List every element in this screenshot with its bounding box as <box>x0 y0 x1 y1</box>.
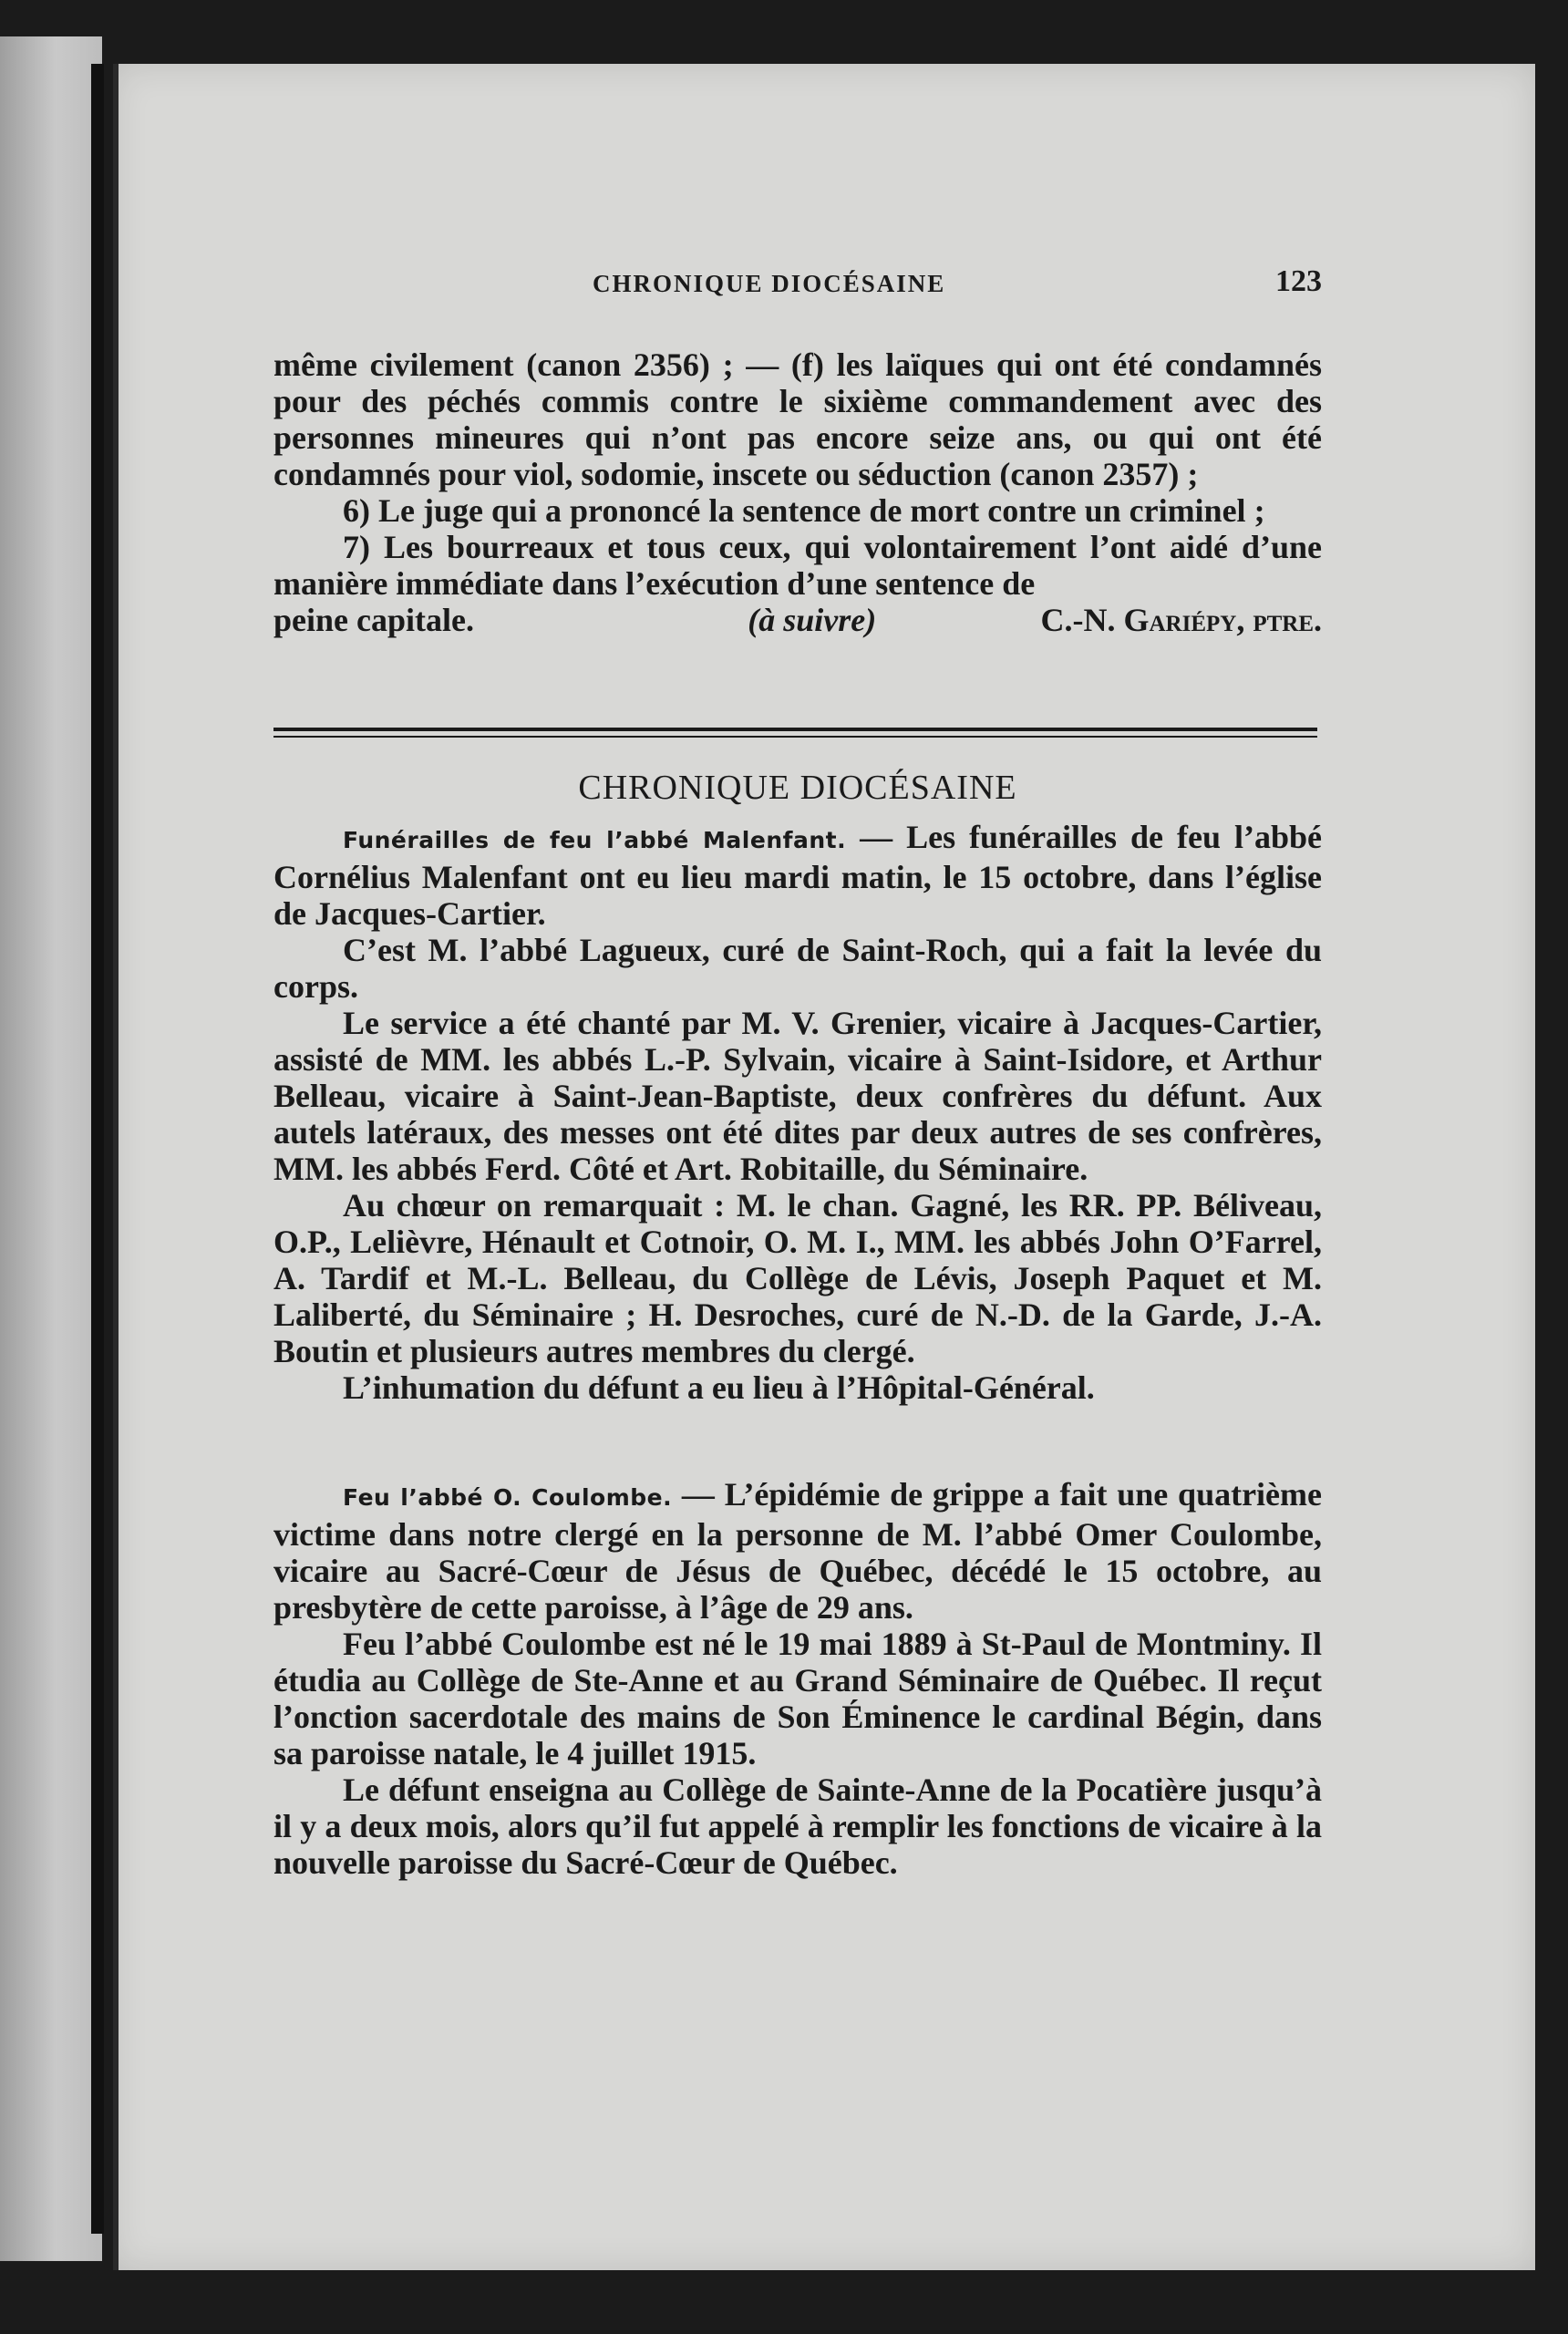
to-follow-note: (à suivre) <box>748 602 877 638</box>
continuation-paragraph: même civilement (canon 2356) ; — (f) les laïques qui ont été condamnés pour des péchés commis contre le sixième commandement avec des personnes mineures qui n’ont pas encore seize ans, ou qui ont été condamnés pour viol, sodomie, inscete ou séduction (canon 2357) ; <box>273 346 1322 492</box>
author-signature: C.-N. Gariépy, ptre. <box>1040 602 1322 638</box>
signature-line <box>273 602 1322 638</box>
divider-thin-rule <box>273 736 1317 738</box>
article-coulombe <box>273 1476 1322 1881</box>
page-header <box>273 264 1322 301</box>
last-line-text: peine capitale. <box>273 602 474 638</box>
section-divider <box>273 728 1317 740</box>
article-heading: Funérailles de feu l’abbé Malenfant. <box>343 827 847 853</box>
previous-page-edge <box>0 36 102 2261</box>
article-lead-text: — L’épidémie de grippe a fait une quatrième victime dans notre clergé en la personne de M. l’abbé Omer Coulombe, vicaire au Sacré-Cœur de Jésus de Québec, décédé le 15 octobre, au presbytère de cette paroisse, à l’âge de 29 ans. <box>273 1476 1322 1626</box>
page-gutter-shadow <box>91 64 104 2234</box>
page-number: 123 <box>1275 264 1322 298</box>
article-funerailles <box>273 819 1322 1406</box>
article-heading: Feu l’abbé O. Coulombe. <box>343 1484 673 1511</box>
item-7-paragraph: 7) Les bourreaux et tous ceux, qui volontairement l’ont aidé d’une manière immédiate dans l’exécution d’une sentence de <box>273 529 1322 602</box>
item-6-paragraph: 6) Le juge qui a prononcé la sentence de mort contre un criminel ; <box>343 492 1265 529</box>
article-lead-paragraph <box>273 819 1322 932</box>
article-paragraph: L’inhumation du défunt a eu lieu à l’Hôpital-Général. <box>343 1369 1095 1406</box>
continuation-section <box>273 346 1322 638</box>
article-paragraph: C’est M. l’abbé Lagueux, curé de Saint-Roch, qui a fait la levée du corps. <box>273 932 1322 1005</box>
section-title: CHRONIQUE DIOCÉSAINE <box>578 769 1017 807</box>
running-head: CHRONIQUE DIOCÉSAINE <box>593 270 946 297</box>
article-paragraph: Le service a été chanté par M. V. Grenier, vicaire à Jacques-Cartier, assisté de MM. les abbés L.-P. Sylvain, vicaire à Saint-Isidore, et Arthur Belleau, vicaire à Saint-Jean-Baptiste, deux confrères du défunt. Aux autels latéraux, des messes ont été dites par deux autres de ses confrères, MM. les abbés Ferd. Côté et Art. Robitaille, du Séminaire. <box>273 1005 1322 1187</box>
article-paragraph: Feu l’abbé Coulombe est né le 19 mai 1889 à St-Paul de Montminy. Il étudia au Collège de Ste-Anne et au Grand Séminaire de Québec. Il reçut l’onction sacerdotale des mains de Son Éminence le cardinal Bégin, dans sa paroisse natale, le 4 juillet 1915. <box>273 1626 1322 1771</box>
article-lead-paragraph <box>273 1476 1322 1626</box>
divider-thick-rule <box>273 728 1317 731</box>
article-lead-text: — Les funérailles de feu l’abbé Cornélius Malenfant ont eu lieu mardi matin, le 15 octobre, dans l’église de Jacques-Cartier. <box>273 819 1322 932</box>
page-left-edge <box>113 64 119 2270</box>
article-paragraph: Au chœur on remarquait : M. le chan. Gagné, les RR. PP. Béliveau, O.P., Lelièvre, Hénault et Cotnoir, O. M. I., MM. les abbés John O’Farrel, A. Tardif et M.-L. Belleau, du Collège de Lévis, Joseph Paquet et M. Laliberté, du Séminaire ; H. Desroches, curé de N.-D. de la Garde, J.-A. Boutin et plusieurs autres membres du clergé. <box>273 1187 1322 1369</box>
article-paragraph: Le défunt enseigna au Collège de Sainte-Anne de la Pocatière jusqu’à il y a deux mois, alors qu’il fut appelé à remplir les fonctions de vicaire à la nouvelle paroisse du Sacré-Cœur de Québec. <box>273 1771 1322 1881</box>
